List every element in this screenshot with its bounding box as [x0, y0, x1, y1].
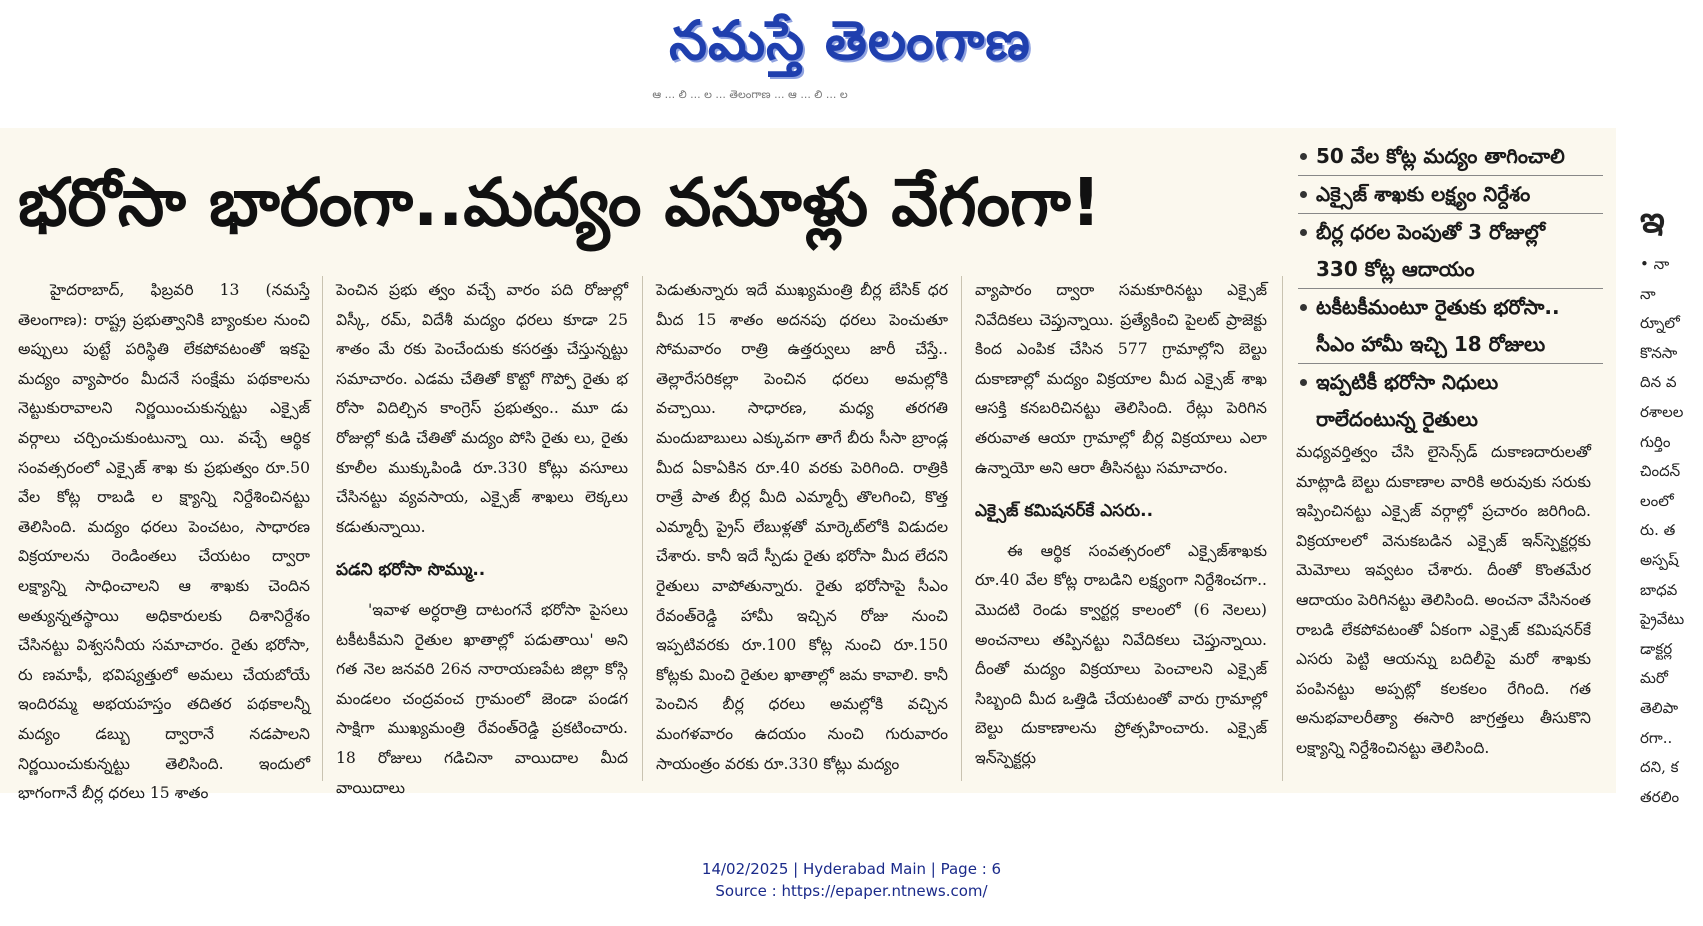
point-text: ఇప్పటికీ భరోసా నిధులు [1316, 370, 1499, 394]
text-line: బాధవ [1640, 580, 1678, 599]
text-line: నా [1640, 284, 1656, 303]
point-text: ఎక్సైజ్ శాఖకు లక్ష్యం నిర్దేశం [1316, 182, 1531, 206]
bullet-icon [1300, 304, 1307, 311]
bullet-icon [1300, 229, 1307, 236]
point-text: టకీటకీమంటూ రైతుకు భరోసా.. [1316, 295, 1560, 319]
article-clipping [0, 128, 1616, 803]
text-line: అస్పష్ [1640, 550, 1679, 569]
text-line: రశాలల [1640, 402, 1684, 421]
paragraph: మధ్యవర్తిత్వం చేసి లైసెన్స్‌డ్ దుకాణదారులతో మాట్లాడి బెల్టు దుకాణాల వారికి అరువుకు సరుకు ఇప్పించినట్టు ఎక్సైజ్ వర్గాల్లో ప్రచారం జరిగింది. విక్రయాలలో వెనుకబడిన ఎక్సైజ్ ఇన్‌స్పెక్టర్లకు మెమోలు ఇవ్వటం చేశారు. దీంతో కొంతమేర ఆదాయం పెరిగినట్టు తెలిసింది. అంచనా వేసినంత రాబడి లేకపోవటంతో ఏకంగా ఎక్సైజ్ కమిషనర్‌కే ఎసరు పెట్టి ఆయన్ను బదిలీపై మరో శాఖకు పంపినట్టు అప్పట్లో కలకలం రేగింది. గత అనుభవాలరీత్యా ఈసారి జాగ్రత్తలు తీసుకొని లక్ష్యాన్ని నిర్దేశించినట్టు తెలిసింది. [1296, 443, 1591, 757]
point-text: బీర్ల ధరల పెంపుతో 3 రోజుల్లో [1316, 220, 1546, 244]
masthead [0, 0, 1703, 101]
text-line: రు. త [1640, 521, 1676, 540]
column-divider [642, 276, 643, 781]
text-line: దిన వ [1640, 373, 1677, 392]
highlight-point [1298, 138, 1603, 176]
article-column-3 [656, 276, 948, 781]
text-line: చిందన్ [1640, 462, 1681, 481]
text-line: డాక్టర్ల [1640, 639, 1673, 658]
text-line: కొనసా [1640, 343, 1678, 362]
subheading: పడని భరోసా సొమ్ము.. [336, 560, 486, 581]
paragraph: హైదరాబాద్, ఫిబ్రవరి 13 (నమస్తే తెలంగాణ): రాష్ట్ర ప్రభుత్వానికి బ్యాంకుల నుంచి అప్పులు పుట్టే పరిస్థితి లేకపోవటంతో ఇకపై మద్యం వ్యాపారం మీదనే సంక్షేమ పథకాలను నెట్టుకురావాలని నిర్ణయించుకున్నట్టు ఎక్సైజ్ వర్గాలు చర్చించుకుంటున్నా యి. వచ్చే ఆర్థిక సంవత్సరంలో ఎక్సైజ్ శాఖ కు ప్రభుత్వం రూ.50 వేల కోట్ల రాబడి ల క్ష్యాన్ని నిర్దేశించినట్టు తెలిసింది. మద్యం ధరలు పెంచటం, సాధారణ విక్రయాలను రెండింతలు చేయటం ద్వారా లక్ష్యాన్ని సాధించాలని ఆ శాఖకు చెందిన అత్యున్నతస్థాయి అధికారులకు దిశానిర్దేశం చేసినట్టు విశ్వసనీయ సమాచారం. రైతు భరోసా, రు ణమాఫీ, భవిష్యత్తులో అమలు చేయబోయే ఇందిరమ్మ అభయహస్తం తదితర పథకాలన్నీ మద్యం డబ్బు ద్వారానే నడపాలని నిర్ణయించుకున్నట్టు తెలిసింది. ఇందులో భాగంగానే బీర్ల ధరలు 15 శాతం [18, 281, 310, 803]
adjacent-article-partial [1640, 120, 1703, 806]
paragraph: 'ఇవాళ అర్ధరాత్రి దాటంగనే భరోసా పైసలు టకీటకీమని రైతుల ఖాతాల్లో పడుతాయి' అని గత నెల జనవరి 26న నారాయణపేట జిల్లా కోస్గి మండలం చంద్రవంచ గ్రామంలో జెండా పండగ సాక్షిగా ముఖ్యమంత్రి రేవంత్‌రెడ్డి ప్రకటించారు. 18 రోజులు గడిచినా వాయిదాల మీద వాయిదాలు [336, 600, 628, 797]
highlight-point [1298, 176, 1603, 214]
edition-info: 14/02/2025 | Hyderabad Main | Page : 6 [701, 860, 1002, 878]
article-column-5 [1296, 438, 1591, 783]
paragraph: వ్యాపారం ద్వారా సమకూరినట్టు ఎక్సైజ్ నివేదికలు చెప్తున్నాయి. ప్రత్యేకించి పైలట్ ప్రాజెక్టు కింద ఎంపిక చేసిన 577 గ్రామాల్లోని బెల్టు దుకాణాల్లో మద్యం విక్రయాల మీద ఎక్సైజ్ శాఖ ఆసక్తి కనబరిచినట్టు తెలిసింది. రేట్లు పెరిగిన తరువాత ఆయా గ్రామాల్లో బీర్ల విక్రయాలు ఎలా ఉన్నాయో అని ఆరా తీసినట్టు సమాచారం. [975, 281, 1267, 477]
article-column-1 [18, 276, 310, 803]
bullet-icon [1300, 153, 1307, 160]
headline: భరోసా భారంగా..మద్యం వసూళ్లు వేగంగా! [18, 164, 1101, 241]
highlight-point [1298, 214, 1603, 289]
bullet-icon [1300, 191, 1307, 198]
paragraph: పెంచిన ప్రభు త్వం వచ్చే వారం పది రోజుల్లో విస్కీ, రమ్, విదేశీ మద్యం ధరలు కూడా 25 శాతం మే రకు పెంచేందుకు కసరత్తు చేస్తున్నట్టు సమాచారం. ఎడమ చేతితో కొట్టో గొప్పో రైతు భ రోసా విదిల్చిన కాంగ్రెస్ ప్రభుత్వం.. మూ డు రోజుల్లో కుడి చేతితో మద్యం పోసి రైతు లు, రైతు కూలీల ముక్కుపిండి రూ.330 కోట్లు వసూలు చేసినట్టు వ్యవసాయ, ఎక్సైజ్ శాఖలు లెక్కలు కడుతున్నాయి. [336, 281, 628, 536]
paragraph: ఈ ఆర్థిక సంవత్సరంలో ఎక్సైజ్‌శాఖకు రూ.40 వేల కోట్ల రాబడిని లక్ష్యంగా నిర్దేశించగా.. మొదటి రెండు క్వార్టర్ల కాలంలో (6 నెలలు) అంచనాలు తప్పినట్టు నివేదికలు చెప్తున్నాయి. దీంతో మద్యం విక్రయాలు పెంచాలని ఎక్సైజ్ సిబ్బంది మీద ఒత్తిడి చేయటంతో వారు గ్రామాల్లో బెల్టు దుకాణాలను ప్రోత్సహించారు. ఎక్సైజ్ ఇన్‌స్పెక్టర్లు [975, 541, 1267, 767]
text-line: • నా [1640, 255, 1670, 273]
text-line: గుర్తిం [1640, 432, 1671, 451]
paragraph: పెడుతున్నారు ఇదే ముఖ్యమంత్రి బీర్ల బేసిక్ ధర మీద 15 శాతం అదనపు ధరలు పెంచుతూ సోమవారం రాత్రి ఉత్తర్వులు జారీ చేస్తే.. తెల్లారేసరికల్లా పెంచిన ధరలు అమల్లోకి వచ్చాయి. సాధారణ, మధ్య తరగతి మందుబాబులు ఎక్కువగా తాగే బీరు సీసా బ్రాండ్ల మీద ఏకాఏకిన రూ.40 వరకు పెరిగింది. రాత్రికి రాత్రే పాత బీర్ల మీది ఎమ్మార్పీ తొలగించి, కొత్త ఎమ్మార్పీ ప్రైస్ లేబుళ్లతో మార్కెట్‌లోకి విడుదల చేశారు. కానీ ఇదే స్పీడు రైతు భరోసా మీద లేదని రైతులు వాపోతున్నారు. రైతు భరోసాపై సీఎం రేవంత్‌రెడ్డి హామీ ఇచ్చిన రోజు నుంచి ఇప్పటివరకు రూ.100 కోట్ల నుంచి రూ.150 కోట్లకు మించి రైతుల ఖాతాల్లో జమ కావాలి. కానీ పెంచిన బీర్ల ధరలు అమల్లోకి వచ్చిన మంగళవారం ఉదయం నుంచి గురువారం సాయంత్రం వరకు రూ.330 కోట్లు మద్యం [656, 281, 948, 773]
text-line: ర్నూలో [1640, 314, 1680, 333]
bullet-icon [1300, 379, 1307, 386]
text-line: లంలో [1640, 491, 1674, 510]
adjacent-headline-fragment: ఇ [1640, 199, 1665, 241]
text-line: తరలిం [1640, 787, 1680, 806]
adjacent-text-lines [1640, 250, 1703, 812]
highlight-points [1298, 138, 1603, 438]
text-line: మరో [1640, 669, 1668, 688]
highlight-point [1298, 364, 1603, 438]
source-link[interactable]: Source : https://epaper.ntnews.com/ [715, 882, 988, 900]
article-column-4 [975, 276, 1267, 781]
point-text: 50 వేల కోట్ల మద్యం తాగించాలి [1316, 144, 1565, 168]
page-footer [0, 858, 1703, 902]
highlight-point [1298, 289, 1603, 364]
text-line: దని, క [1640, 758, 1679, 777]
point-text-line2: 330 కోట్ల ఆదాయం [1316, 257, 1475, 281]
text-line: తెలిపా [1640, 698, 1679, 717]
point-text-line2: సీఎం హామీ ఇచ్చి 18 రోజులు [1316, 332, 1546, 356]
column-divider [322, 276, 323, 781]
page-strip: ఆ ... లి ... ల ... తెలంగాణ ... ఆ ... లి ... ల [652, 88, 848, 101]
text-line: ప్రైవేటు [1640, 610, 1685, 629]
column-divider [961, 276, 962, 781]
newspaper-logo: నమస్తే తెలంగాణ [669, 9, 1031, 72]
text-line: రగా.. [1640, 728, 1673, 747]
article-column-2 [336, 276, 628, 797]
column-divider [1282, 276, 1283, 781]
point-text-line2: రాలేదంటున్న రైతులు [1316, 407, 1478, 431]
subheading: ఎక్సైజ్ కమిషనర్‌కే ఎసరు.. [975, 501, 1154, 522]
